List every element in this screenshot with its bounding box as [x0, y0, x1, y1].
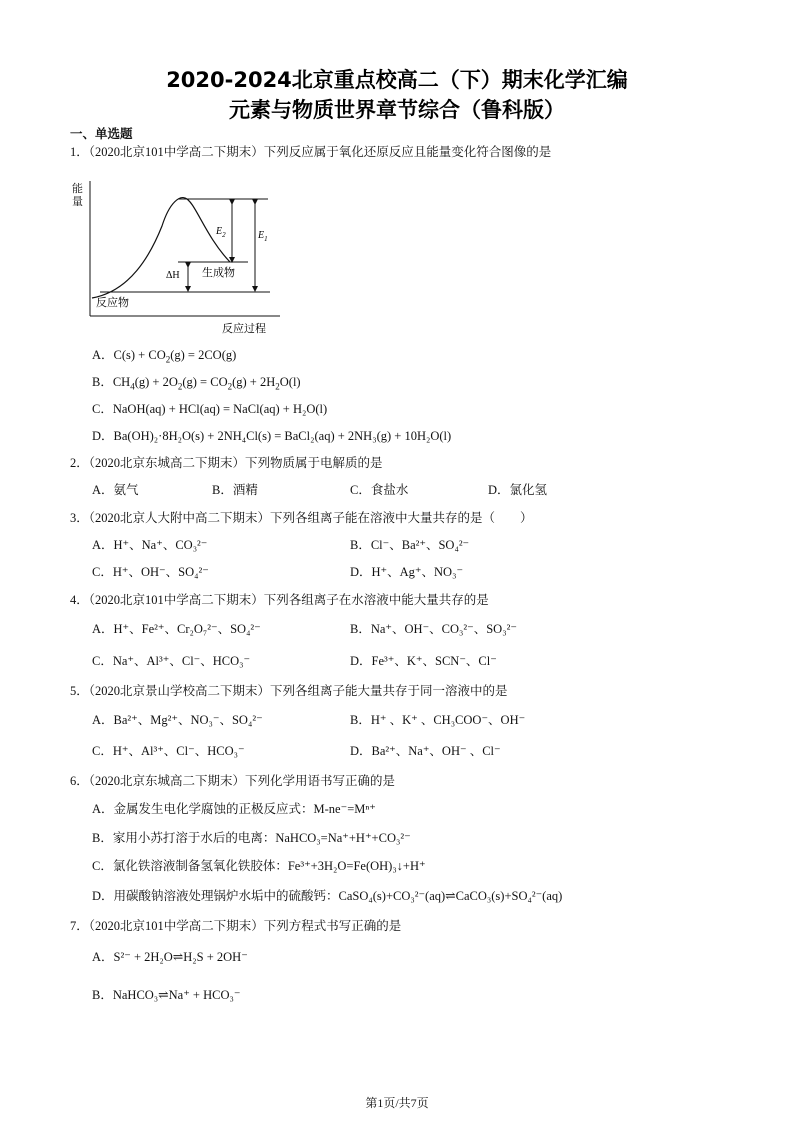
question-7-option-a: A．S²⁻ + 2H₂O⇌H₂S + 2OH⁻ — [92, 950, 248, 964]
delta-h-label: ΔH — [166, 270, 180, 281]
question-2-option-a: A．氨气 — [92, 483, 139, 497]
question-5-option-b: B．H⁺ 、K⁺ 、CH₃COO⁻、OH⁻ — [350, 713, 526, 727]
question-1-option-d: D．Ba(OH)₂·8H₂O(s) + 2NH₄Cl(s) = BaCl₂(aq) + 2NH₃(g) + 10H₂O(l) — [92, 429, 452, 443]
product-label: 生成物 — [202, 266, 235, 279]
question-7-stem: 7．（2020北京101中学高二下期末）下列方程式书写正确的是 — [70, 919, 402, 933]
energy-diagram — [70, 176, 290, 336]
section-heading: 一、单选题 — [70, 126, 133, 141]
question-5-option-c: C．H⁺、Al³⁺、Cl⁻、HCO₃⁻ — [92, 744, 245, 758]
question-4-option-a: A．H⁺、Fe²⁺、Cr₂O₇²⁻、SO₄²⁻ — [92, 622, 261, 636]
question-5-stem: 5．（2020北京景山学校高二下期末）下列各组离子能大量共存于同一溶液中的是 — [70, 684, 508, 698]
question-6-option-a: A．金属发生电化学腐蚀的正极反应式：M-ne⁻=Mⁿ⁺ — [92, 802, 376, 816]
question-1-option-c: C．NaOH(aq) + HCl(aq) = NaCl(aq) + H₂O(l) — [92, 402, 328, 416]
question-6-option-c: C．氯化铁溶液制备氢氧化铁胶体：Fe³⁺+3H₂O=Fe(OH)₃↓+H⁺ — [92, 859, 426, 873]
question-1-stem: 1．（2020北京101中学高二下期末）下列反应属于氧化还原反应且能量变化符合图像的是 — [70, 145, 552, 159]
document-title-line2: 元素与物质世界章节综合（鲁科版） — [229, 98, 565, 122]
question-5-option-d: D．Ba²⁺、Na⁺、OH⁻ 、Cl⁻ — [350, 744, 501, 758]
question-3-option-c: C．H⁺、OH⁻、SO₄²⁻ — [92, 565, 209, 579]
question-1-option-b: B．$CH_4(g) + 2O_2(g) = CO_2(g) + 2H_2O(l)$ — [92, 375, 301, 392]
y-axis-label-text: 能量 — [72, 182, 83, 208]
e2-label: $E_2$ — [216, 226, 226, 239]
question-4-stem: 4．（2020北京101中学高二下期末）下列各组离子在水溶液中能大量共存的是 — [70, 593, 489, 607]
reactant-label: 反应物 — [96, 296, 129, 309]
question-3-stem: 3．（2020北京人大附中高二下期末）下列各组离子能在溶液中大量共存的是（ ） — [70, 511, 533, 525]
question-6-option-b: B．家用小苏打溶于水后的电离：NaHCO₃=Na⁺+H⁺+CO₃²⁻ — [92, 831, 411, 845]
question-4-option-b: B．Na⁺、OH⁻、CO₃²⁻、SO₃²⁻ — [350, 622, 517, 636]
question-7-option-b: B．NaHCO₃⇌Na⁺ + HCO₃⁻ — [92, 988, 241, 1002]
question-2-option-b: B．酒精 — [212, 483, 258, 497]
x-axis-label: 反应过程 — [222, 322, 266, 335]
document-title-line1: 2020-2024北京重点校高二（下）期末化学汇编 — [166, 68, 628, 92]
question-2-option-c: C．食盐水 — [350, 483, 409, 497]
question-6-stem: 6．（2020北京东城高二下期末）下列化学用语书写正确的是 — [70, 774, 396, 788]
question-4-option-d: D．Fe³⁺、K⁺、SCN⁻、Cl⁻ — [350, 654, 497, 668]
question-3-option-a: A．H⁺、Na⁺、CO₃²⁻ — [92, 538, 208, 552]
e1-label: $E_1$ — [258, 230, 268, 243]
question-2-stem: 2．（2020北京东城高二下期末）下列物质属于电解质的是 — [70, 456, 383, 470]
question-3-option-d: D．H⁺、Ag⁺、NO₃⁻ — [350, 565, 464, 579]
question-5-option-a: A．Ba²⁺、Mg²⁺、NO₃⁻、SO₄²⁻ — [92, 713, 263, 727]
energy-curve — [92, 198, 230, 298]
question-6-option-d: D．用碳酸钠溶液处理锅炉水垢中的硫酸钙：CaSO₄(s)+CO₃²⁻(aq)⇌CaCO₃(s)+SO₄²⁻(aq) — [92, 889, 563, 903]
page-footer: 第1页/共7页 — [365, 1096, 429, 1110]
question-2-option-d: D．氯化氢 — [488, 483, 548, 497]
question-4-option-c: C．Na⁺、Al³⁺、Cl⁻、HCO₃⁻ — [92, 654, 251, 668]
question-3-option-b: B．Cl⁻、Ba²⁺、SO₄²⁻ — [350, 538, 470, 552]
question-1-option-a: A．$C(s) + CO_2(g) = 2CO(g)$ — [92, 348, 237, 365]
